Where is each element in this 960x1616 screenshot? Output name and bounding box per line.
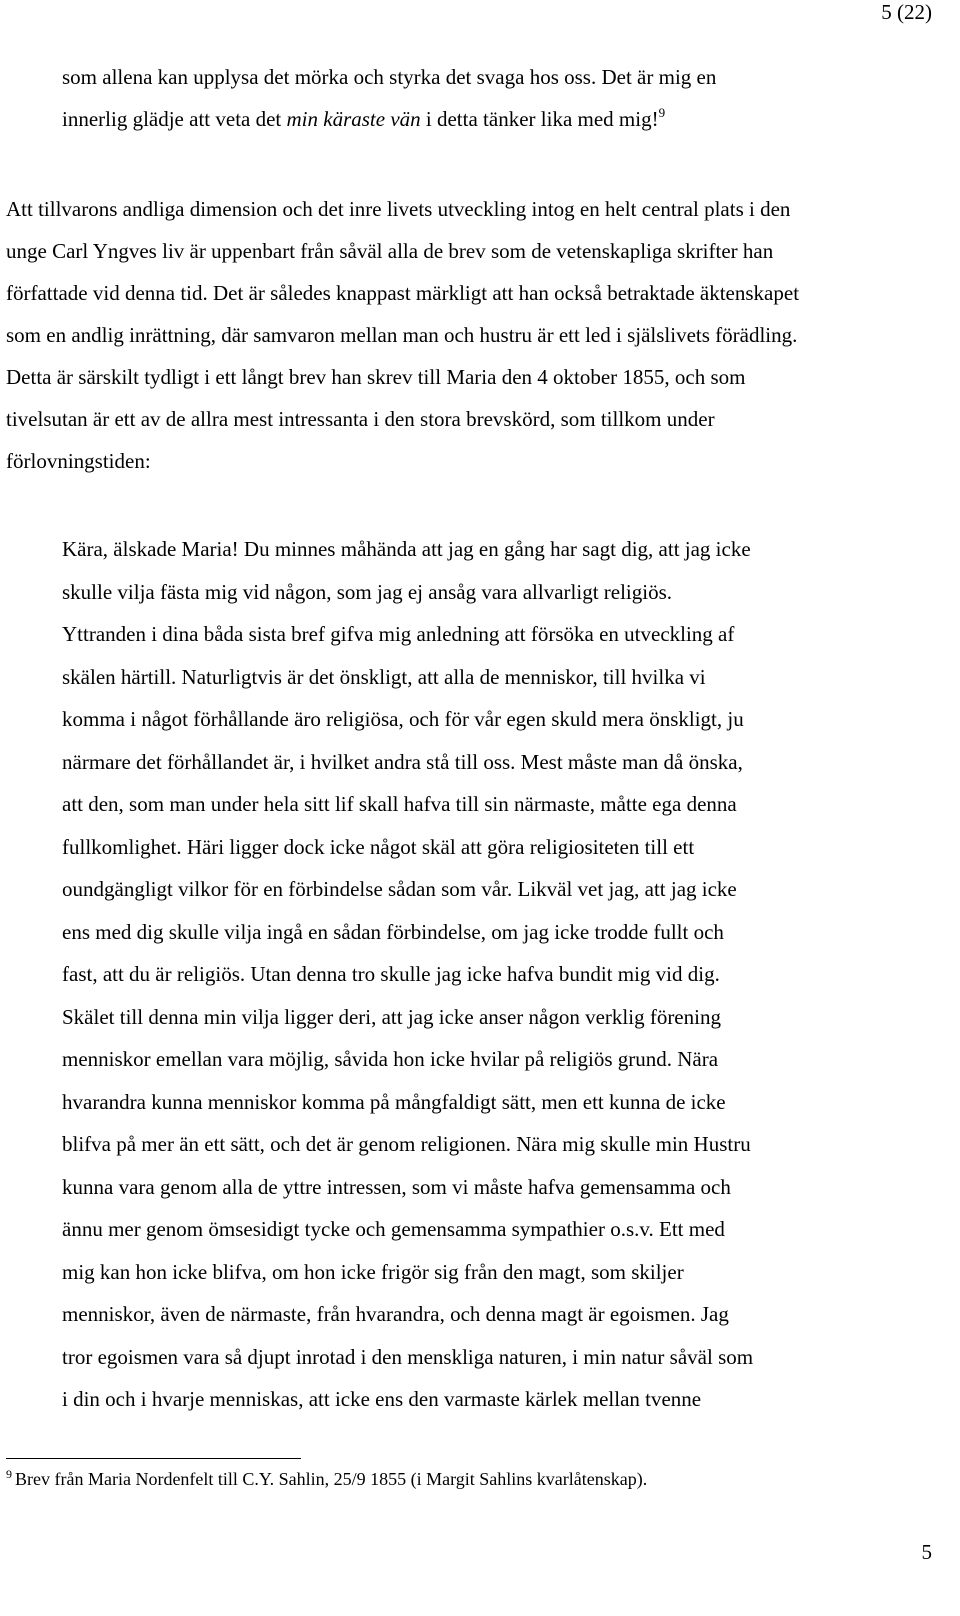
page-header-number: 5 (22) bbox=[881, 0, 932, 24]
quote-line: tror egoismen vara så djupt inrotad i den menskliga naturen, i min natur såväl som bbox=[62, 1344, 754, 1369]
footnote-divider bbox=[6, 1458, 301, 1459]
quote-intro-line: som allena kan upplysa det mörka och styrka det svaga hos oss. Det är mig en bbox=[62, 65, 717, 89]
quote-line: Yttranden i dina båda sista bref gifva mig anledning att försöka en utveckling af bbox=[62, 622, 735, 646]
footnote-text: Brev från Maria Nordenfelt till C.Y. Sahlin, 25/9 1855 (i Margit Sahlins kvarlåtenskap). bbox=[15, 1469, 648, 1489]
quote-line: komma i något förhållande äro religiösa, och för vår egen skuld mera önskligt, ju bbox=[62, 707, 744, 731]
main-paragraph bbox=[6, 188, 936, 482]
footnote bbox=[6, 1466, 647, 1492]
footnote-reference[interactable]: 9 bbox=[658, 105, 666, 120]
quote-intro-text: i detta tänker lika med mig! bbox=[420, 107, 659, 131]
quote-line: fast, att du är religiös. Utan denna tro skulle jag icke hafva bundit mig vid dig. bbox=[62, 962, 720, 986]
page-footer-number: 5 bbox=[921, 1540, 932, 1564]
quote-intro-line bbox=[62, 98, 932, 140]
quote-line: ännu mer genom ömsesidigt tycke och gemensamma sympathier o.s.v. Ett med bbox=[62, 1217, 725, 1241]
quote-line: mig kan hon icke blifva, om hon icke frigör sig från den magt, som skiljer bbox=[62, 1259, 684, 1284]
letter-quote bbox=[62, 528, 922, 1421]
footnote-mark: 9 bbox=[6, 1467, 12, 1481]
quote-line: Kära, älskade Maria! Du minnes måhända att jag en gång har sagt dig, att jag icke bbox=[62, 537, 751, 561]
paragraph-line: Att tillvarons andliga dimension och det inre livets utveckling intog en helt central plats i den bbox=[6, 197, 791, 221]
quote-line: skälen härtill. Naturligtvis är det önskligt, att alla de menniskor, till hvilka vi bbox=[62, 664, 706, 689]
quote-line: fullkomlighet. Häri ligger dock icke något skäl att göra religiositeten till ett bbox=[62, 834, 695, 859]
quote-line: närmare det förhållandet är, i hvilket andra stå till oss. Mest måste man då önska, bbox=[62, 749, 743, 774]
paragraph-line: författade vid denna tid. Det är således knappast märkligt att han också betraktade äktenskapet bbox=[6, 281, 800, 305]
paragraph-line: tivelsutan är ett av de allra mest intressanta i den stora brevskörd, som tillkom under bbox=[6, 407, 715, 431]
quote-line: menniskor, även de närmaste, från hvarandra, och denna magt är egoismen. Jag bbox=[62, 1302, 729, 1326]
quote-intro-text: innerlig glädje att veta det bbox=[62, 107, 287, 131]
quote-line: att den, som man under hela sitt lif skall hafva till sin närmaste, måtte ega denna bbox=[62, 792, 737, 816]
emphasis-text: min käraste vän bbox=[286, 107, 421, 131]
quote-line: ens med dig skulle vilja ingå en sådan förbindelse, om jag icke trodde fullt och bbox=[62, 919, 724, 944]
quote-line: skulle vilja fästa mig vid någon, som jag ej ansåg vara allvarligt religiös. bbox=[62, 579, 673, 604]
quote-line: menniskor emellan vara möjlig, såvida hon icke hvilar på religiös grund. Nära bbox=[62, 1047, 719, 1071]
quote-line: kunna vara genom alla de yttre intressen, som vi måste hafva gemensamma och bbox=[62, 1174, 731, 1199]
paragraph-line: förlovningstiden: bbox=[6, 449, 151, 473]
quote-line: i din och i hvarje menniskas, att icke ens den varmaste kärlek mellan tvenne bbox=[62, 1387, 702, 1411]
quote-line: Skälet till denna min vilja ligger deri, att jag icke anser någon verklig förening bbox=[62, 1004, 721, 1029]
quote-line: hvarandra kunna menniskor komma på mångfaldigt sätt, men ett kunna de icke bbox=[62, 1089, 726, 1114]
quote-line: blifva på mer än ett sätt, och det är genom religionen. Nära mig skulle min Hustru bbox=[62, 1132, 751, 1156]
paragraph-line: Detta är särskilt tydligt i ett långt brev han skrev till Maria den 4 oktober 1855, och som bbox=[6, 365, 746, 389]
quote-line: oundgängligt vilkor för en förbindelse sådan som vår. Likväl vet jag, att jag icke bbox=[62, 877, 737, 901]
paragraph-line: som en andlig inrättning, där samvaron mellan man och hustru är ett led i själslivets förädling. bbox=[6, 323, 798, 347]
quote-intro bbox=[62, 56, 932, 140]
paragraph-line: unge Carl Yngves liv är uppenbart från såväl alla de brev som de vetenskapliga skrifter han bbox=[6, 239, 774, 263]
